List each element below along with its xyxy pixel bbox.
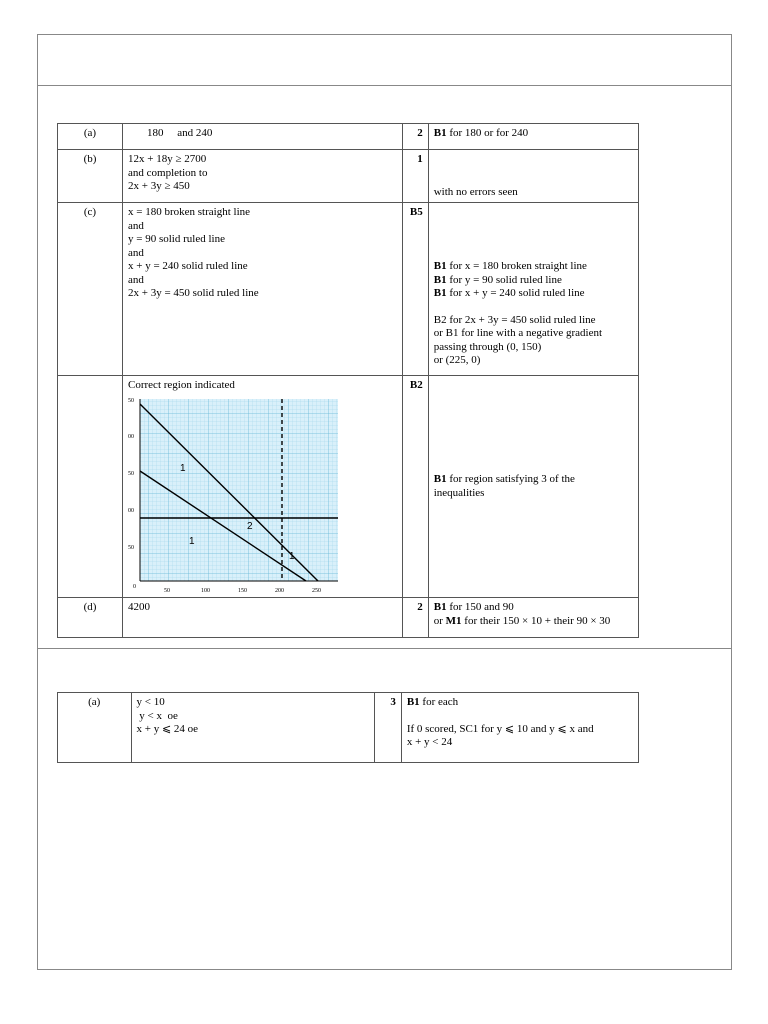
answer-cell: 180 and 240 <box>123 124 403 150</box>
table-row <box>58 598 639 638</box>
mark-cell: B5 <box>402 203 428 376</box>
part-label: (a) <box>58 693 132 763</box>
y-tick-label: 00 <box>128 433 135 440</box>
table-row <box>58 376 639 598</box>
answer-cell: y < 10 y < x oe x + y ⩽ 24 oe <box>131 693 374 763</box>
y-tick-label: 50 <box>128 397 135 404</box>
header-divider <box>37 85 732 86</box>
mark-scheme-table-1 <box>57 123 639 638</box>
mark-cell: B2 <box>402 376 428 598</box>
y-tick-label: 50 <box>128 544 135 551</box>
notes-cell: B1 for 150 and 90 or M1 for their 150 × 10 + their 90 × 30 <box>428 598 638 638</box>
x-tick-label: 200 <box>275 587 285 593</box>
answer-cell: x = 180 broken straight line and y = 90 solid ruled line and x + y = 240 solid ruled line and 2x + 3y = 450 solid ruled line <box>123 203 403 376</box>
y-tick-label: 0 <box>133 583 137 590</box>
x-tick-label: 250 <box>312 587 322 593</box>
region-label: 1 <box>289 550 295 562</box>
table-row <box>58 203 639 376</box>
mark-cell: 3 <box>374 693 401 763</box>
mark-scheme-table-2 <box>57 692 639 763</box>
region-graph <box>128 393 340 593</box>
graph-cell <box>123 376 403 598</box>
x-tick-label: 100 <box>201 587 211 593</box>
answer-cell: 12x + 18y ≥ 2700 and completion to 2x + 3y ≥ 450 <box>123 150 403 203</box>
part-label: (a) <box>58 124 123 150</box>
notes-cell: with no errors seen <box>428 150 638 203</box>
section-divider <box>37 648 732 649</box>
region-label: 1 <box>180 462 186 474</box>
notes-cell: B1 for 180 or for 240 <box>428 124 638 150</box>
notes-cell: B1 for region satisfying 3 of the inequalities <box>428 376 638 598</box>
region-label: 2 <box>247 520 253 532</box>
part-label: (d) <box>58 598 123 638</box>
notes-cell: B1 for each If 0 scored, SC1 for y ⩽ 10 and y ⩽ x and x + y < 24 <box>401 693 638 763</box>
region-label: 1 <box>189 535 195 547</box>
y-tick-label: 50 <box>128 470 135 477</box>
table-row <box>58 124 639 150</box>
y-tick-label: 00 <box>128 507 135 514</box>
mark-cell: 1 <box>402 150 428 203</box>
notes-cell: B1 for x = 180 broken straight line B1 for y = 90 solid ruled line B1 for x + y = 240 solid ruled line B2 for 2x + 3y = 450 solid ruled line or B1 for line with a negative gradient passing through (0, 150) or (225, 0) <box>428 203 638 376</box>
part-label: (b) <box>58 150 123 203</box>
x-tick-label: 50 <box>164 587 171 593</box>
graph-title: Correct region indicated <box>128 379 235 391</box>
answer-cell: 4200 <box>123 598 403 638</box>
mark-cell: 2 <box>402 124 428 150</box>
x-tick-label: 150 <box>238 587 248 593</box>
table-row <box>58 693 639 763</box>
mark-cell: 2 <box>402 598 428 638</box>
part-label: (c) <box>58 203 123 376</box>
table-row <box>58 150 639 203</box>
